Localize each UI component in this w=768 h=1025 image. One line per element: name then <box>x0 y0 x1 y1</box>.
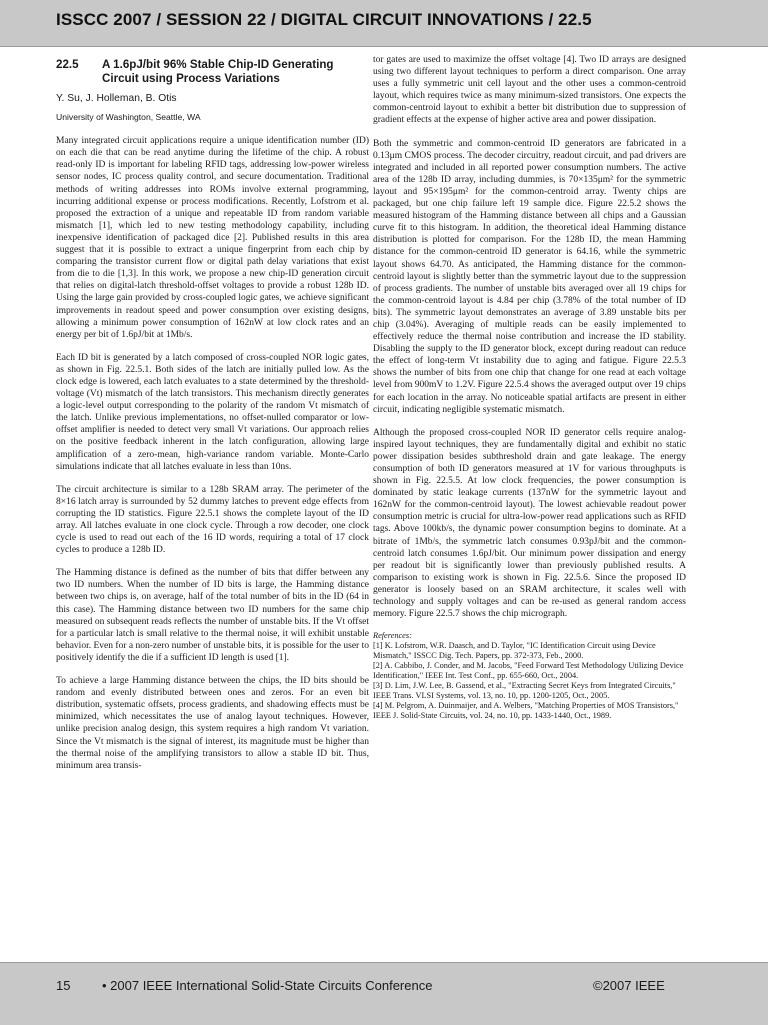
paper-authors: Y. Su, J. Holleman, B. Otis <box>56 93 177 104</box>
body-paragraph: Many integrated circuit applications require a unique identification number (ID) on each die that can be read anytime during the lifetime of the chip. A robust read-only ID is important for labeling RFID tags, addressing low-power wireless sensor nodes, IC process quality control, and secure documentation. Traditional methods of writing addresses into ROMs involve external programming, incurring additional expense or process modifications. Recently, Lofstrom et al. proposed the extraction of a unique and repeatable ID from random variable mismatch [1], which led to new testing methodology capability, including inexpensive identification of packaged dice [2]. Published results in this area suggest that it is possible to extract a unique fingerprint from each chip by comparing the transistor current flow or digital path delay variations that exist from die to die [1,3]. In this work, we propose a new chip-ID generation circuit that relies on digital-latch threshold-offset voltages to provide a robust 128b ID. Using the large gain provided by cross-coupled logic gates, we achieve significant improvements in readout speed and power consumption over existing designs, allowing a minimum power consumption of 162nW at low clock rates and an energy per bit of 1.6pJ/bit at 1Mb/s. <box>56 136 369 340</box>
reference-item: [3] D. Lim, J.W. Lee, B. Gassend, et al., "Extracting Secret Keys from Integrated Circuits," IEEE Trans. VLSI Systems, vol. 13, no. 10, pp. 1200-1205, Oct., 2005. <box>373 681 676 701</box>
body-paragraph: Although the proposed cross-coupled NOR ID generator cells require analog-inspired layout techniques, they are fundamentally digital and exhibit no static power dissipation besides subthreshold drain and gate leakage. The energy consumption of both ID generators measured at 1V for various throughputs is shown in Fig. 22.5.5. At low clock frequencies, the power consumption is dominated by static leakage currents (137nW for the symmetric layout and 162nW for the common-centroid layout). The lowest achievable readout power consumption metric is crucial for ultra-low-power read applications such as RFID tags. Above 100kb/s, the dynamic power consumption begins to dominate. At a bitrate of 1Mb/s, the symmetric latch consumes 0.93pJ/bit and the common-centroid latch consumes 1.6pJ/bit. Our minimum power dissipation and energy per readout bit is significantly lower than previously published results. A comparison to existing work is shown in Fig. 22.5.6. Since the proposed ID generator is loosely based on an SRAM architecture, it scales well with technology and supply voltages and can be re-used as general random access memory. Figure 22.5.7 shows the chip micrograph. <box>373 427 686 620</box>
reference-item: [1] K. Lofstrom, W.R. Daasch, and D. Taylor, "IC Identification Circuit using Device Mismatch," ISSCC Dig. Tech. Papers, pp. 372-373, Feb., 2000. <box>373 641 656 661</box>
paper-heading <box>56 58 369 86</box>
right-column <box>373 54 686 721</box>
references-heading: References: <box>373 631 412 641</box>
body-paragraph: Each ID bit is generated by a latch composed of cross-coupled NOR logic gates, as shown in Fig. 22.5.1. Both sides of the latch are initially pulled low. As the clock edge is lowered, each latch evaluates to a state determined by the threshold-voltage (Vt) mismatch of the latch transistors. This mechanism directly generates a logic-level output corresponding to the polarity of the random Vt mismatch of the latch. Unlike previous implementations, no offset-nulled comparator or low-offset amplifier is needed to detect very small Vt variations. Our approach relies on the positive feedback inherent in the latch configuration, allowing large amplification of a zero-mean, high-variance random variable. Monte-Carlo simulations indicate that all latches evaluate in less than 10ns. <box>56 352 369 472</box>
body-paragraph: The circuit architecture is similar to a 128b SRAM array. The perimeter of the 8×16 latch array is surrounded by 52 dummy latches to prevent edge effects from corrupting the ID statistics. Figure 22.5.1 shows the complete layout of the ID array. All latches evaluate in one clock cycle. Through a row decoder, one clock cycle is used to read out each of the 16 ID words, requiring a total of 17 clock cycles to produce a 128b ID. <box>56 484 369 556</box>
body-paragraph: tor gates are used to maximize the offset voltage [4]. Two ID arrays are designed using two different layout techniques to perform a direct comparison. One array uses a fully symmetric unit cell layout and the other uses a common-centroid layout, which requires twice as many minimum-sized transistors. One expects the common-centroid layout to exhibit a better bit distribution due to suppression of gradient effects at the expense of higher active area and power dissipation. <box>373 55 686 126</box>
left-column <box>56 58 369 783</box>
page-footer <box>0 962 768 1025</box>
body-paragraph: The Hamming distance is defined as the number of bits that differ between any two ID numbers. When the number of ID bits is large, the Hamming distance between two chips is, on average, half of the total number of bits in the ID (64 in this case). The Hamming distance between two ID numbers for the same chip measured on subsequent reads reflects the number of unstable bits. If the Vt offset for a particular latch is small relative to the thermal noise, it will exhibit unstable behavior. Even for a non-zero number of unstable bits, it is possible for the user to positively identify the die if a sufficient ID length is used [1]. <box>56 568 369 663</box>
conference-name: • 2007 IEEE International Solid-State Circuits Conference <box>102 978 433 993</box>
paper-title: A 1.6pJ/bit 96% Stable Chip-ID Generating Circuit using Process Variations <box>102 58 334 85</box>
paper-number: 22.5 <box>56 58 79 71</box>
session-title: ISSCC 2007 / SESSION 22 / DIGITAL CIRCUIT INNOVATIONS / 22.5 <box>56 10 592 29</box>
page-number: 15 <box>56 978 71 993</box>
page-header <box>0 0 768 47</box>
body-paragraph: To achieve a large Hamming distance between the chips, the ID bits should be random and evenly distributed between ones and zeros. For an even bit distribution, systematic offsets, process gradients, and shadowing effects must be minimized, which necessitates the use of analog layout techniques. However, unlike precision analog design, this system requires a high random Vt variation. Since the Vt mismatch is the signal of interest, its magnitude must be higher than the thermal noise of the amplifying transistors to allow a stable ID bit. Thus, minimum area transis- <box>56 676 369 771</box>
body-paragraph: Both the symmetric and common-centroid ID generators are fabricated in a 0.13μm CMOS process. The decoder circuitry, readout circuit, and pad drivers are integrated and included in all reported power consumption numbers. The active area of the 128b ID array, including dummies, is 70×135μm² for the symmetric layout and 95×195μm² for the common-centroid array. Twenty chips are packaged, but one chip failure left 19 sample dice. Figure 22.5.2 shows the measured histogram of the Hamming distance between all chips and a Gaussian curve fit to this histogram. In addition, the theoretical ideal Hamming distance distribution is plotted for comparison. For the 128b ID, the mean Hamming distance for the common-centroid ID generator is 64.16, while the symmetric layout shows 64.70. As anticipated, the Hamming distance for the common-centroid layout is slightly better than the symmetric layout due to the suppression of process gradients. The number of unstable bits averaged over all 19 chips for the common-centroid layout is 4.84 per chip (3.78% of the total number of ID bits). The symmetric layout demonstrates an average of 3.89 unstable bits per chip (3.04%). Averaging of multiple reads can be easily implemented to effectively reduce the thermal noise contribution and increase the ID stability. Disabling the supply to the ID generator block, except during readout can reduce the effect of long-term Vt instability due to aging and fatigue. Figure 22.5.3 shows the number of bits from one chip that change for one read at each voltage level from 900mV to 1.2V. Figure 22.5.4 shows the averaged output over 19 chips for each location in the array. No noticeable spatial artifacts are present in either circuit, indicating negligible systematic mismatch. <box>373 138 686 415</box>
paper-affiliation: University of Washington, Seattle, WA <box>56 112 201 123</box>
reference-item: [2] A. Cabbibo, J. Conder, and M. Jacobs, "Feed Forward Test Methodology Utilizing Device Identification," IEEE Int. Test Conf., pp. 655-660, Oct., 2004. <box>373 661 684 681</box>
copyright: ©2007 IEEE <box>593 978 665 993</box>
reference-item: [4] M. Pelgrom, A. Duinmaijer, and A. Welbers, "Matching Properties of MOS Transistors," IEEE J. Solid-State Circuits, vol. 24, no. 10, pp. 1433-1440, Oct., 1989. <box>373 701 679 721</box>
